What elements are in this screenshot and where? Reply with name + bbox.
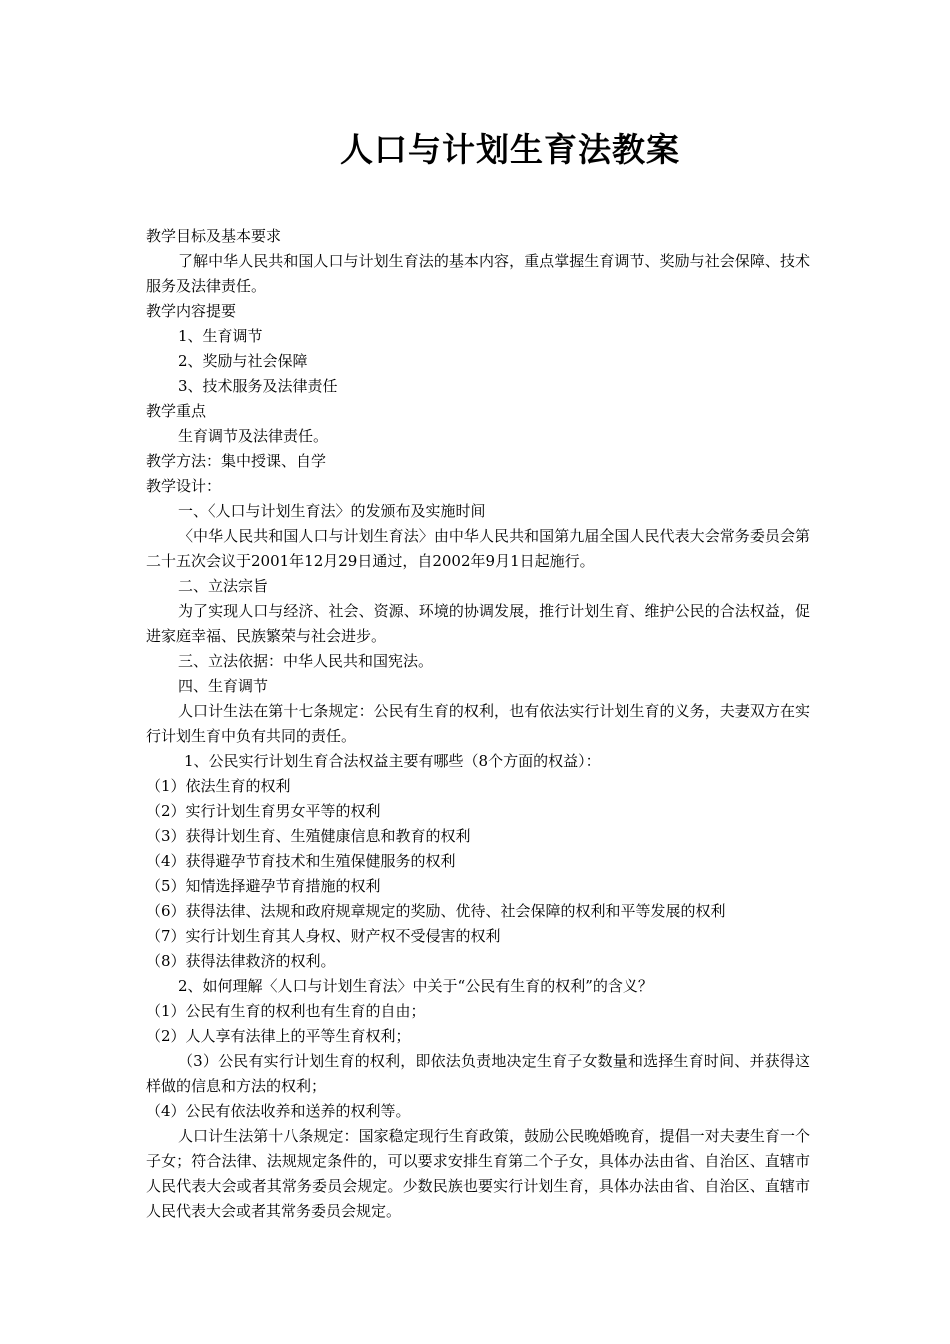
paragraph: 为了实现人口与经济、社会、资源、环境的协调发展，推行计划生育、维护公民的合法权益，促进家庭幸福、民族繁荣与社会进步。 <box>146 602 810 645</box>
paragraph: （2）人人享有法律上的平等生育权利； <box>146 1027 411 1045</box>
paragraph: （3）公民有实行计划生育的权利，即依法负责地决定生育子女数量和选择生育时间、并获得这样做的信息和方法的权利； <box>146 1052 810 1095</box>
paragraph: 生育调节及法律责任。 <box>178 427 329 445</box>
paragraph: 2、奖励与社会保障 <box>178 352 308 370</box>
paragraph: 教学设计： <box>146 477 222 495</box>
paragraph: 教学目标及基本要求 <box>146 227 282 245</box>
paragraph: 了解中华人民共和国人口与计划生育法的基本内容，重点掌握生育调节、奖励与社会保障、技术服务及法律责任。 <box>146 252 810 295</box>
document-body <box>146 224 810 1224</box>
paragraph: 人口计生法在第十七条规定：公民有生育的权利，也有依法实行计划生育的义务，夫妻双方在实行计划生育中负有共同的责任。 <box>146 702 810 745</box>
paragraph: （1）依法生育的权利 <box>146 777 291 795</box>
paragraph: （2）实行计划生育男女平等的权利 <box>146 802 381 820</box>
paragraph: 教学方法：集中授课、自学 <box>146 452 327 470</box>
paragraph: 教学内容提要 <box>146 302 237 320</box>
paragraph: （4）获得避孕节育技术和生殖保健服务的权利 <box>146 852 456 870</box>
paragraph: 教学重点 <box>146 402 207 420</box>
paragraph: 〈中华人民共和国人口与计划生育法〉由中华人民共和国第九届全国人民代表大会常务委员会第二十五次会议于2001年12月29日通过，自2002年9月1日起施行。 <box>146 527 810 570</box>
paragraph: （7）实行计划生育其人身权、财产权不受侵害的权利 <box>146 927 501 945</box>
paragraph: （5）知情选择避孕节育措施的权利 <box>146 877 381 895</box>
paragraph: 3、技术服务及法律责任 <box>178 377 338 395</box>
paragraph: 三、立法依据：中华人民共和国宪法。 <box>178 652 434 670</box>
document-title: 人口与计划生育法教案 <box>340 130 680 169</box>
paragraph: 一、〈人口与计划生育法〉的发颁布及实施时间 <box>178 502 486 520</box>
paragraph: 二、立法宗旨 <box>178 577 269 595</box>
paragraph: （8）获得法律救济的权利。 <box>146 952 336 970</box>
paragraph: （6）获得法律、法规和政府规章规定的奖励、优待、社会保障的权利和平等发展的权利 <box>146 902 726 920</box>
paragraph: 四、生育调节 <box>178 677 269 695</box>
paragraph: （3）获得计划生育、生殖健康信息和教育的权利 <box>146 827 471 845</box>
paragraph: 2、如何理解〈人口与计划生育法〉中关于“公民有生育的权利”的含义？ <box>178 977 653 995</box>
paragraph: 人口计生法第十八条规定：国家稳定现行生育政策，鼓励公民晚婚晚育，提倡一对夫妻生育一个子女；符合法律、法规规定条件的，可以要求安排生育第二个子女，具体办法由省、自治区、直辖市人民代表大会或者其常务委员会规定。少数民族也要实行计划生育，具体办法由省、自治区、直辖市人民代表大会或者其常务委员会规定。 <box>146 1127 810 1220</box>
paragraph: （4）公民有依法收养和送养的权利等。 <box>146 1102 411 1120</box>
paragraph: 1、公民实行计划生育合法权益主要有哪些（8个方面的权益）： <box>184 752 601 770</box>
paragraph: （1）公民有生育的权利也有生育的自由； <box>146 1002 426 1020</box>
paragraph: 1、生育调节 <box>178 327 263 345</box>
